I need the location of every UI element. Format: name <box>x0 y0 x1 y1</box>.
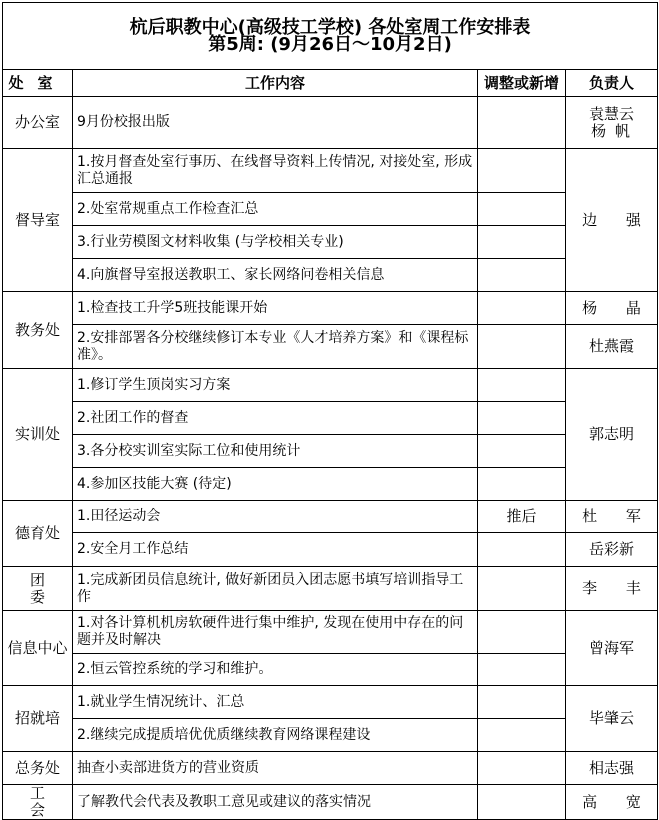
table-row <box>3 611 658 654</box>
person-league: 李 丰 <box>566 567 658 611</box>
adjust-cell <box>478 752 566 785</box>
dept-general: 总务处 <box>3 752 73 785</box>
task-item: 4.向旗督导室报送教职工、家长网络问卷相关信息 <box>73 259 478 292</box>
adjust-cell <box>478 369 566 402</box>
header-content: 工作内容 <box>73 70 478 97</box>
adjust-cell <box>478 654 566 686</box>
person-academic-1: 杨 晶 <box>566 292 658 325</box>
task-item: 3.行业劳模图文材料收集 (与学校相关专业) <box>73 226 478 259</box>
task-item: 1.就业学生情况统计、汇总 <box>73 686 478 719</box>
person-supervision: 边 强 <box>566 149 658 292</box>
header-dept: 处室 <box>3 70 73 97</box>
table-row <box>3 325 658 369</box>
task-item: 2.恒云管控系统的学习和维护。 <box>73 654 478 686</box>
person-moral-2: 岳彩新 <box>566 533 658 567</box>
adjust-cell <box>478 785 566 820</box>
task-item: 9月份校报出版 <box>73 97 478 149</box>
dept-training: 实训处 <box>3 369 73 501</box>
adjust-cell <box>478 686 566 719</box>
adjust-cell <box>478 193 566 226</box>
dept-employment: 招就培 <box>3 686 73 752</box>
adjust-status <box>478 533 566 567</box>
person-general: 相志强 <box>566 752 658 785</box>
dept-supervision: 督导室 <box>3 149 73 292</box>
adjust-cell <box>478 567 566 611</box>
table-row <box>3 654 658 686</box>
table-row <box>3 193 658 226</box>
adjust-cell <box>478 402 566 435</box>
table-row <box>3 719 658 752</box>
table-row <box>3 567 658 611</box>
task-item: 2.处室常规重点工作检查汇总 <box>73 193 478 226</box>
table-row <box>3 402 658 435</box>
dept-academic: 教务处 <box>3 292 73 369</box>
dept-union: 工会 <box>3 785 73 820</box>
adjust-cell <box>478 435 566 468</box>
table-row <box>3 259 658 292</box>
person-name: 杨 帆 <box>591 121 632 140</box>
person-info: 曾海军 <box>566 611 658 686</box>
adjust-status: 推后 <box>478 501 566 533</box>
task-item: 2.继续完成提质培优优质继续教育网络课程建设 <box>73 719 478 752</box>
table-row <box>3 435 658 468</box>
task-item: 2.安全月工作总结 <box>73 533 478 567</box>
adjust-cell <box>478 468 566 501</box>
table-row <box>3 501 658 533</box>
task-item: 1.修订学生顶岗实习方案 <box>73 369 478 402</box>
task-item: 4.参加区技能大赛 (待定) <box>73 468 478 501</box>
task-item: 1.完成新团员信息统计, 做好新团员入团志愿书填写培训指导工作 <box>73 567 478 611</box>
adjust-cell <box>478 259 566 292</box>
task-item: 1.对各计算机机房软硬件进行集中维护, 发现在使用中存在的问题并及时解决 <box>73 611 478 654</box>
adjust-cell <box>478 292 566 325</box>
table-row <box>3 149 658 193</box>
person-office <box>566 97 658 149</box>
dept-league: 团委 <box>3 567 73 611</box>
adjust-cell <box>478 226 566 259</box>
task-item: 2.社团工作的督查 <box>73 402 478 435</box>
table-title <box>3 3 658 70</box>
adjust-cell <box>478 719 566 752</box>
table-row <box>3 369 658 402</box>
table-row <box>3 686 658 719</box>
task-item: 1.田径运动会 <box>73 501 478 533</box>
dept-moral: 德育处 <box>3 501 73 567</box>
person-union: 高 宽 <box>566 785 658 820</box>
title-line-1: 杭后职教中心(高级技工学校) 各处室周工作安排表 <box>129 17 531 38</box>
adjust-cell <box>478 149 566 193</box>
task-item: 1.按月督查处室行事历、在线督导资料上传情况, 对接处室, 形成汇总通报 <box>73 149 478 193</box>
table-row <box>3 785 658 820</box>
table-row <box>3 533 658 567</box>
header-person: 负责人 <box>566 70 658 97</box>
table-row <box>3 226 658 259</box>
person-moral-1: 杜 军 <box>566 501 658 533</box>
person-academic-2: 杜燕霞 <box>566 325 658 369</box>
header-adjust: 调整或新增 <box>478 70 566 97</box>
title-line-2: 第5周: (9月26日～10月2日) <box>208 34 452 55</box>
person-employment: 毕肇云 <box>566 686 658 752</box>
task-item: 3.各分校实训室实际工位和使用统计 <box>73 435 478 468</box>
dept-info: 信息中心 <box>3 611 73 686</box>
dept-office: 办公室 <box>3 97 73 149</box>
table-row <box>3 752 658 785</box>
task-item: 了解教代会代表及教职工意见或建议的落实情况 <box>73 785 478 820</box>
task-item: 2.安排部署各分校继续修订本专业《人才培养方案》和《课程标准》。 <box>73 325 478 369</box>
adjust-cell <box>478 97 566 149</box>
table-row <box>3 97 658 149</box>
task-item: 抽查小卖部进货方的营业资质 <box>73 752 478 785</box>
table-row <box>3 468 658 501</box>
weekly-schedule-table <box>2 2 658 820</box>
adjust-cell <box>478 611 566 654</box>
table-row <box>3 292 658 325</box>
person-name: 袁慧云 <box>589 104 635 123</box>
person-training: 郭志明 <box>566 369 658 501</box>
adjust-cell <box>478 325 566 369</box>
task-item: 1.检查技工升学5班技能课开始 <box>73 292 478 325</box>
